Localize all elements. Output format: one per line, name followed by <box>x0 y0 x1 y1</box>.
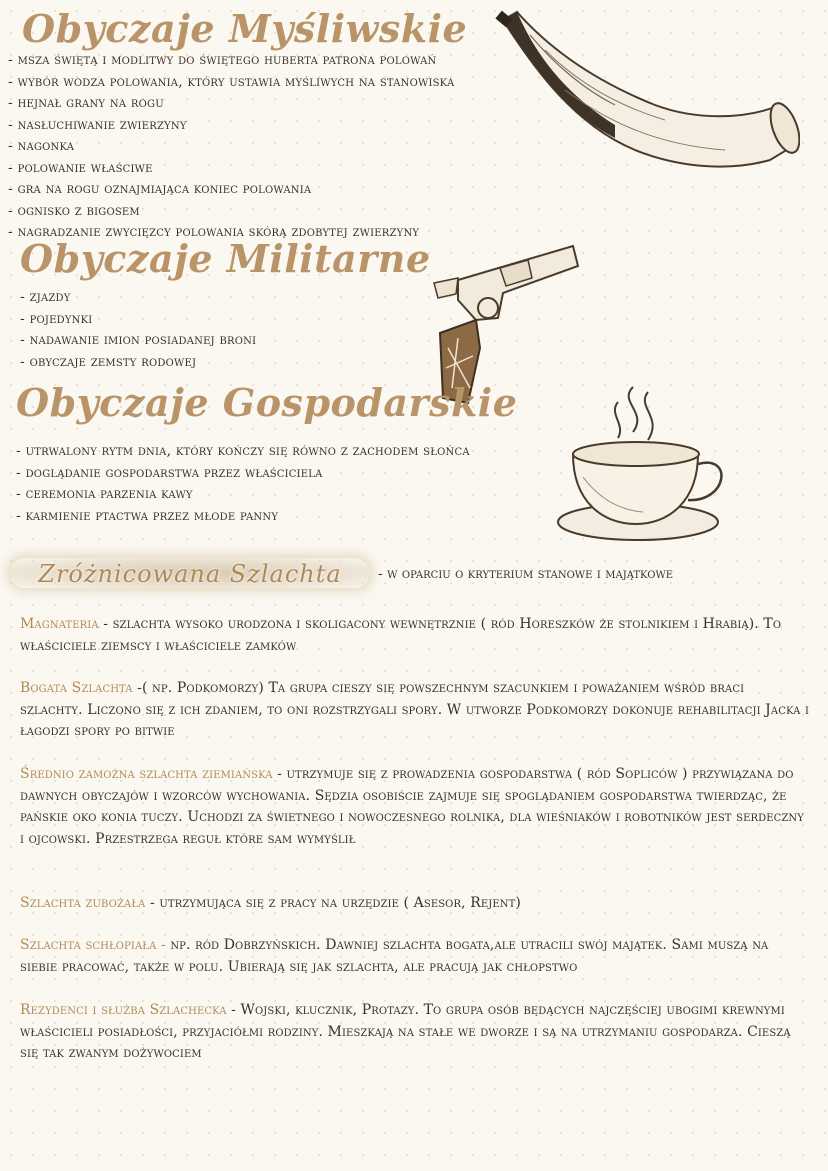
paragraph-rezydenci <box>20 1000 810 1065</box>
list-item: - pojedynki <box>20 309 256 331</box>
list-item: - nasłuchiwanie zwierzyny <box>8 115 454 137</box>
title-gospodarskie: Obyczaje Gospodarskie <box>16 380 518 425</box>
list-item: - zjazdy <box>20 287 256 309</box>
paragraph-label: Średnio zamożna szlachta ziemiańska <box>20 766 273 782</box>
paragraph-text: - szlachta wysoko urodzona i skoligacony wewnętrznie ( ród Horeszków że stolnikiem i Hrabią). To właściciele ziemscy i właściciele zamków <box>20 616 782 654</box>
szlachta-banner <box>10 558 370 588</box>
list-item: - gra na rogu oznajmiająca koniec polowania <box>8 179 454 201</box>
banner-title: Zróżnicowana Szlachta <box>38 560 342 588</box>
list-item: - doglądanie gospodarstwa przez właściciela <box>16 463 470 485</box>
list-item: - utrwalony rytm dnia, który kończy się równo z zachodem słońca <box>16 441 470 463</box>
title-mysliwskie: Obyczaje Myśliwskie <box>22 6 468 51</box>
list-item: - nagonka <box>8 136 454 158</box>
paragraph-label: Rezydenci i służba Szlachecka <box>20 1002 227 1018</box>
paragraph-text: np. ród Dobrzyńskich. Dawniej szlachta bogata,ale utracili swój majątek. Sami muszą na siebie pracować, także w polu. Ubierają się jak szlachta, ale pracują jak chłopstwo <box>20 937 769 975</box>
paragraph-bogata <box>20 678 810 743</box>
list-item: - nagradzanie zwycięzcy polowania skórą zdobytej zwierzyny <box>8 222 454 244</box>
list-gospodarskie <box>16 441 470 527</box>
title-militarne: Obyczaje Militarne <box>20 236 431 281</box>
list-item: - ognisko z bigosem <box>8 201 454 223</box>
list-item: - wybór wodza polowania, który ustawia myśliwych na stanowiska <box>8 72 454 94</box>
list-mysliwskie <box>8 50 454 244</box>
paragraph-zubozala <box>20 893 810 915</box>
paragraph-schlopiala <box>20 935 810 978</box>
paragraph-label: Bogata Szlachta <box>20 680 133 696</box>
paragraph-text: -( np. Podkomorzy) Ta grupa cieszy się powszechnym szacunkiem i poważaniem wśród braci szlachty. Liczono się z ich zdaniem, to oni rozstrzygali spory. W utworze Podkomorzy dokonuje rehabilitacji Jacka i łagodzi spory po bitwie <box>20 680 810 739</box>
list-item: - nadawanie imion posiadanej broni <box>20 330 256 352</box>
paragraph-label: Magnateria <box>20 616 99 632</box>
list-item: - obyczaje zemsty rodowej <box>20 352 256 374</box>
list-item: - ceremonia parzenia kawy <box>16 484 470 506</box>
paragraph-text: - utrzymuje się z prowadzenia gospodarstwa ( ród Sopliców ) przywiązana do dawnych obyczajów i wzorców wychowania. Sędzia osobiście zajmuje się spoglądaniem gospodarstwa twierdząc, że pańskie oko konia tuczy. Uchodzi za świetnego i nowoczesnego rolnika, dla wieśniaków i robotników jest serdeczny i ojcowski. Przestrzega reguł które sam wymyślił <box>20 766 804 847</box>
paragraph-srednio-zamozna <box>20 764 810 850</box>
list-item: - polowanie właściwe <box>8 158 454 180</box>
list-item: - karmienie ptactwa przez młode panny <box>16 506 470 528</box>
hunting-horn-icon <box>495 10 800 205</box>
paragraph-text: - utrzymująca się z pracy na urzędzie ( Asesor, Rejent) <box>145 895 521 911</box>
paragraph-text: - Wojski, klucznik, Protazy. To grupa osób będących najczęściej ubogimi krewnymi właścicieli posiadłości, przyjaciółmi rodziny. Mieszkają na stałe we dworze i są na utrzymaniu gospodarza. Cieszą się tak zwanym dożywociem <box>20 1002 791 1061</box>
coffee-cup-icon <box>548 382 728 552</box>
paragraph-label: Szlachta zubożała <box>20 895 146 911</box>
paragraph-magnateria <box>20 614 810 657</box>
paragraph-label: Szlachta schłopiała - <box>20 937 166 953</box>
list-militarne <box>20 287 256 373</box>
list-item: - hejnał grany na rogu <box>8 93 454 115</box>
list-item: - msza świętą i modlitwy do świętego huberta patrona polowań <box>8 50 454 72</box>
banner-note: - w oparciu o kryterium stanowe i majątkowe <box>378 566 674 582</box>
